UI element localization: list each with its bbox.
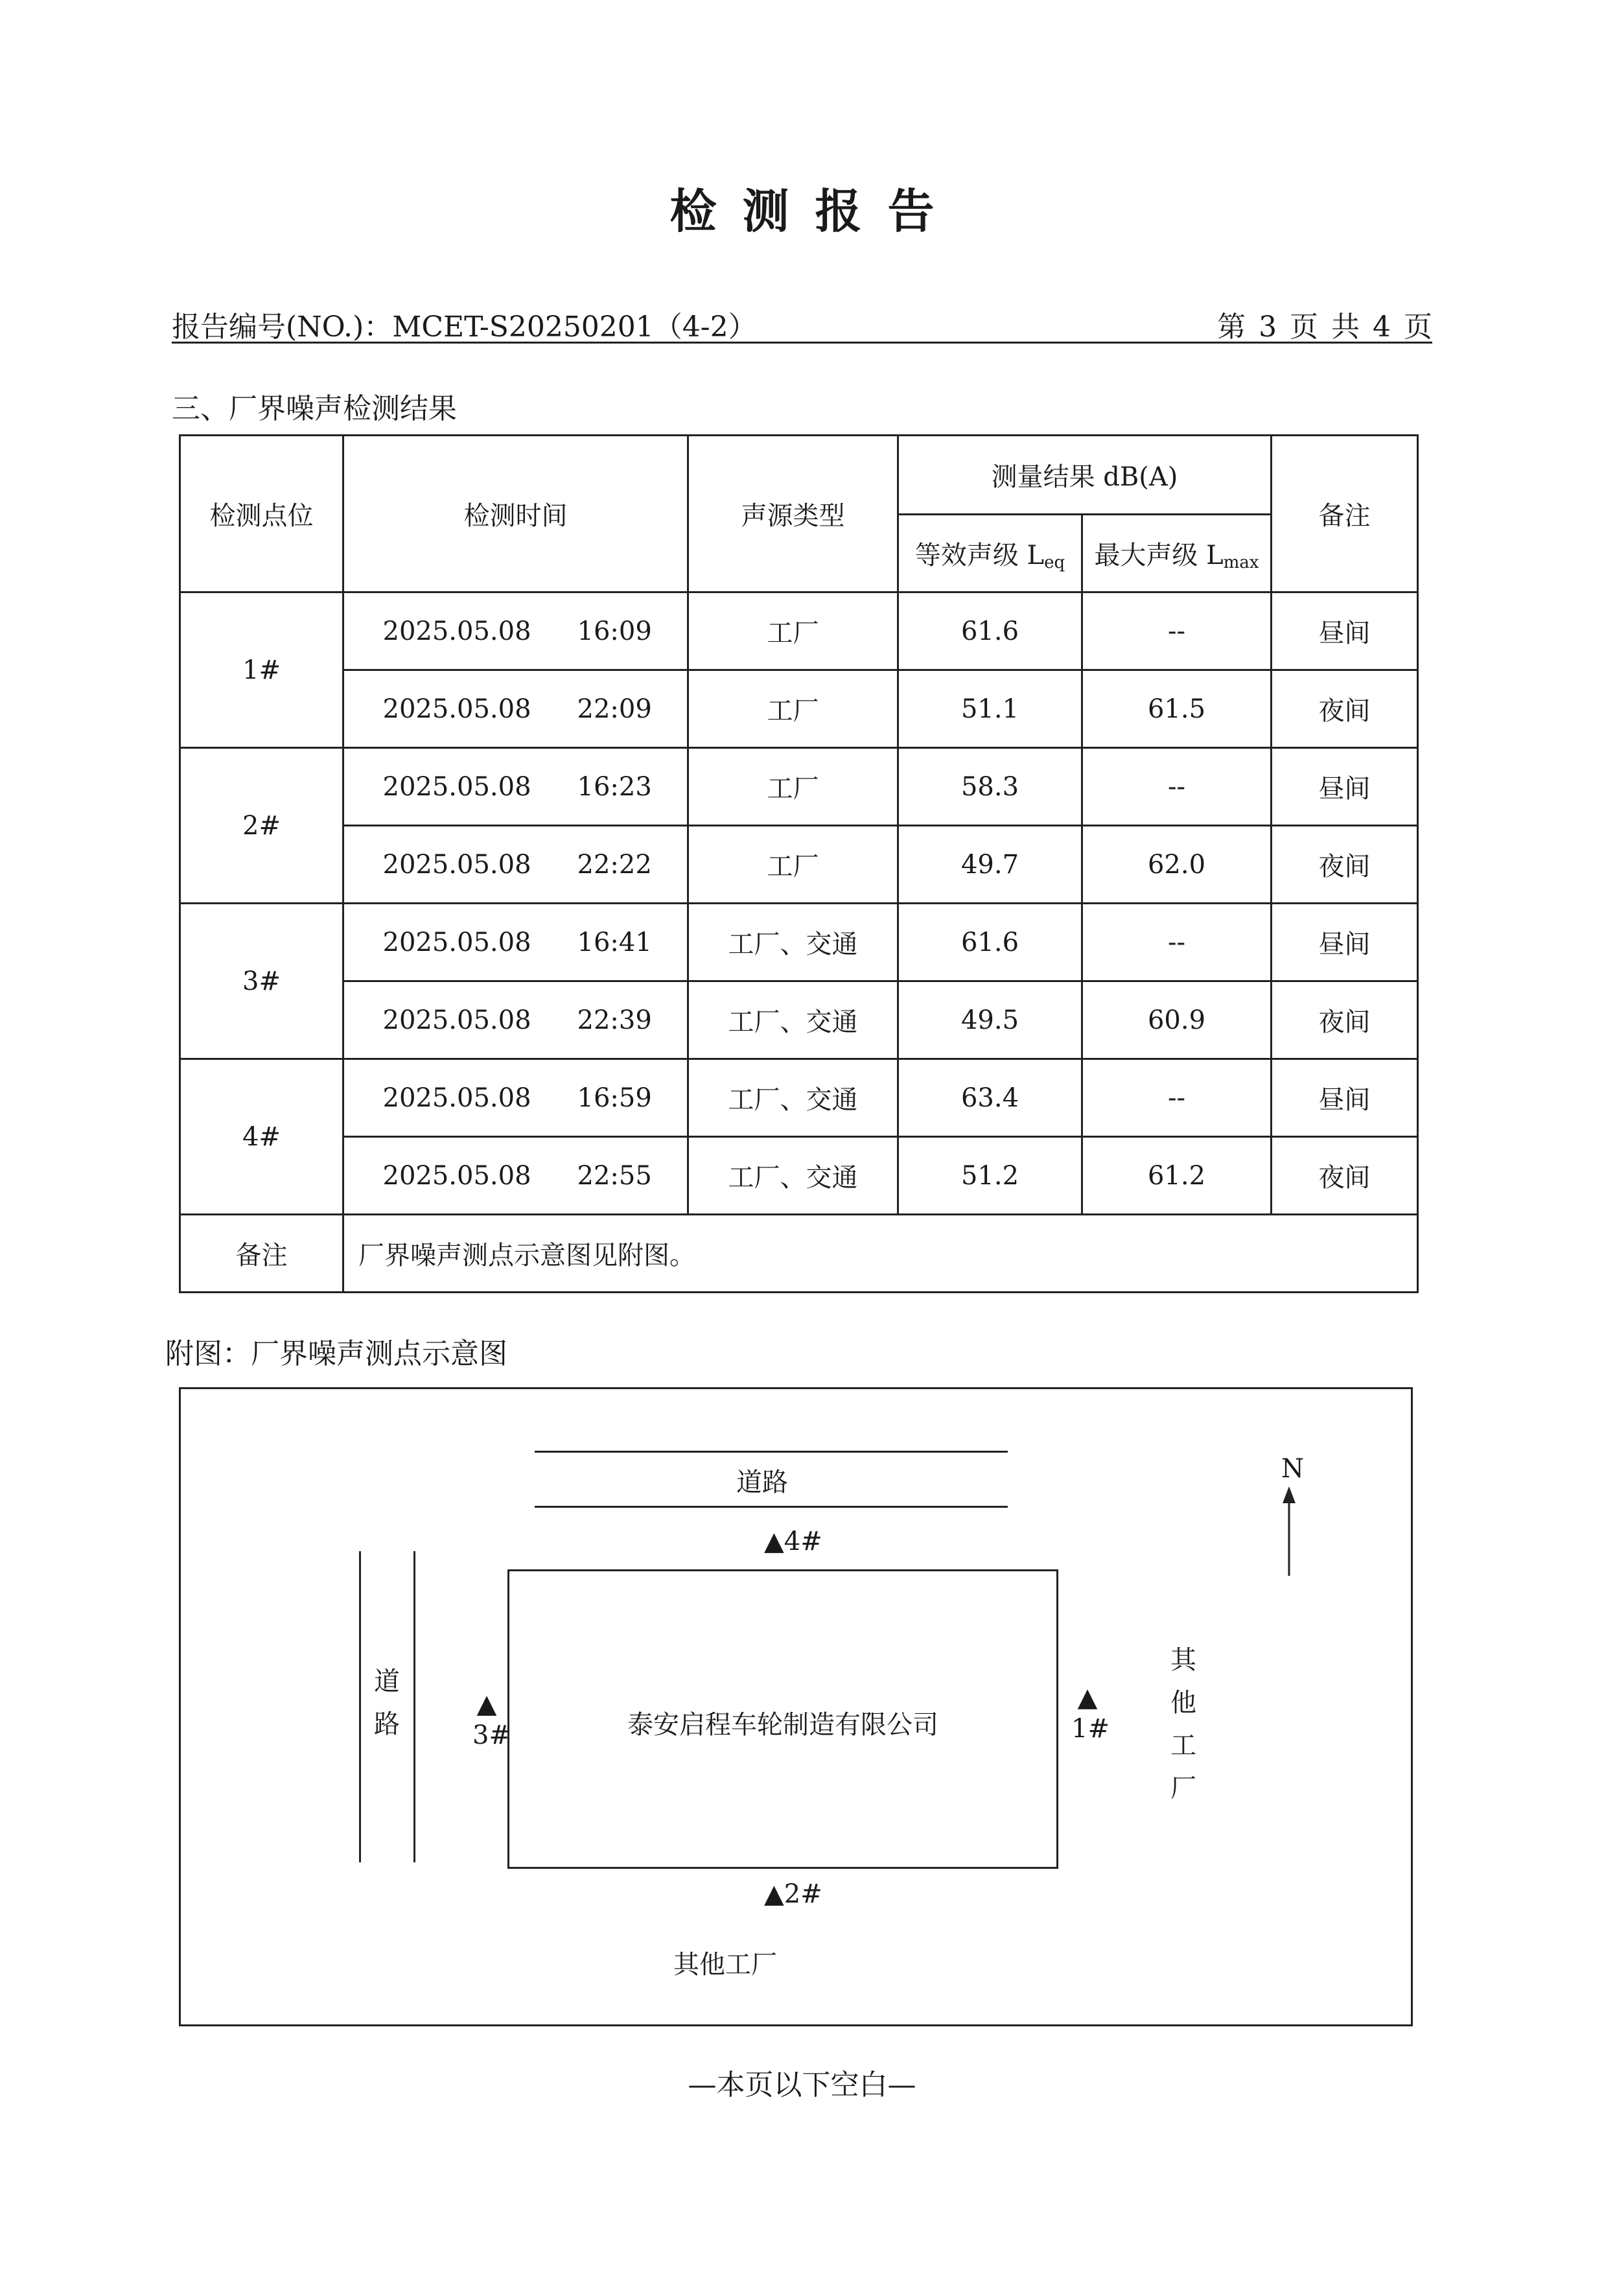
period-cell: 昼间 <box>1272 904 1418 981</box>
time-value: 16:09 <box>577 616 652 646</box>
source-cell: 工厂、交通 <box>688 1137 898 1215</box>
header-lmax-sub: max <box>1223 552 1259 572</box>
point-1-marker <box>1071 1682 1110 1744</box>
road-top-label: 道路 <box>736 1468 788 1497</box>
note-label: 备注 <box>180 1215 343 1293</box>
period-cell: 夜间 <box>1272 981 1418 1059</box>
lmax-cell: -- <box>1082 748 1272 826</box>
leq-cell: 58.3 <box>898 748 1082 826</box>
page-footer: —本页以下空白— <box>688 2068 916 2102</box>
time-value: 22:39 <box>577 1005 652 1035</box>
source-cell: 工厂、交通 <box>688 1059 898 1137</box>
point-cell: 2# <box>180 748 343 904</box>
page-number: 第 3 页 共 4 页 <box>1217 310 1432 344</box>
date-value: 2025.05.08 <box>382 1083 531 1113</box>
header-source: 声源类型 <box>688 436 898 592</box>
header-lmax-main: 最大声级 L <box>1094 540 1224 570</box>
period-cell: 夜间 <box>1272 1137 1418 1215</box>
lmax-cell: -- <box>1082 592 1272 670</box>
leq-cell: 61.6 <box>898 592 1082 670</box>
page-title: 检测报告 <box>669 183 960 239</box>
report-number: 报告编号(NO.)：MCET-S20250201（4-2） <box>172 310 757 344</box>
header-lmax <box>1082 515 1272 592</box>
table-row <box>180 748 1418 826</box>
lmax-cell: -- <box>1082 1059 1272 1137</box>
table-row <box>180 1059 1418 1137</box>
road-left-char-2: 路 <box>374 1709 400 1739</box>
date-value: 2025.05.08 <box>382 771 531 802</box>
source-cell: 工厂 <box>688 670 898 748</box>
source-cell: 工厂、交通 <box>688 981 898 1059</box>
road-left-line-2 <box>413 1551 415 1862</box>
header-note: 备注 <box>1272 436 1418 592</box>
point-cell: 4# <box>180 1059 343 1215</box>
header-time: 检测时间 <box>343 436 688 592</box>
other-right-char-2: 他 <box>1170 1688 1196 1718</box>
road-top-line-1 <box>535 1451 1008 1453</box>
road-top-line-2 <box>535 1506 1008 1508</box>
note-text: 厂界噪声测点示意图见附图。 <box>343 1215 1418 1293</box>
source-cell: 工厂 <box>688 826 898 904</box>
period-cell: 夜间 <box>1272 826 1418 904</box>
time-cell <box>343 592 688 670</box>
date-value: 2025.05.08 <box>382 927 531 957</box>
period-cell: 昼间 <box>1272 748 1418 826</box>
lmax-cell: 61.5 <box>1082 670 1272 748</box>
point-4-marker: ▲4# <box>764 1527 822 1556</box>
north-arrow-icon <box>1276 1486 1302 1577</box>
table-row <box>180 904 1418 981</box>
date-value: 2025.05.08 <box>382 1160 531 1191</box>
date-value: 2025.05.08 <box>382 1005 531 1035</box>
date-value: 2025.05.08 <box>382 849 531 880</box>
header-point: 检测点位 <box>180 436 343 592</box>
time-cell <box>343 670 688 748</box>
leq-cell: 51.2 <box>898 1137 1082 1215</box>
lmax-cell: 61.2 <box>1082 1137 1272 1215</box>
period-cell: 昼间 <box>1272 592 1418 670</box>
company-name: 泰安启程车轮制造有限公司 <box>627 1710 938 1740</box>
date-value: 2025.05.08 <box>382 616 531 646</box>
period-cell: 夜间 <box>1272 670 1418 748</box>
header-result: 测量结果 dB(A) <box>898 436 1272 515</box>
leq-cell: 49.5 <box>898 981 1082 1059</box>
other-factory-right <box>1167 1639 1200 1810</box>
table-row <box>180 670 1418 748</box>
time-cell <box>343 1137 688 1215</box>
site-map <box>179 1387 1413 2026</box>
road-left-line-1 <box>359 1551 361 1862</box>
time-value: 22:09 <box>577 694 652 724</box>
other-right-char-4: 厂 <box>1170 1774 1196 1803</box>
period-cell: 昼间 <box>1272 1059 1418 1137</box>
lmax-cell: -- <box>1082 904 1272 981</box>
source-cell: 工厂、交通 <box>688 904 898 981</box>
road-left-label <box>371 1660 403 1746</box>
lmax-cell: 62.0 <box>1082 826 1272 904</box>
north-label: N <box>1281 1454 1304 1484</box>
header-divider <box>172 342 1432 344</box>
time-cell <box>343 748 688 826</box>
point-1-triangle: ▲ <box>1077 1683 1098 1713</box>
point-3-marker <box>472 1689 511 1751</box>
time-cell <box>343 826 688 904</box>
table-row <box>180 981 1418 1059</box>
header-leq-sub: eq <box>1044 552 1065 572</box>
time-value: 16:23 <box>577 771 652 802</box>
lmax-cell: 60.9 <box>1082 981 1272 1059</box>
time-cell <box>343 1059 688 1137</box>
table-row <box>180 592 1418 670</box>
time-value: 16:41 <box>577 927 652 957</box>
point-2-marker: ▲2# <box>764 1879 822 1909</box>
time-cell <box>343 904 688 981</box>
leq-cell: 63.4 <box>898 1059 1082 1137</box>
header-leq <box>898 515 1082 592</box>
point-3-triangle: ▲ <box>476 1689 497 1719</box>
time-value: 16:59 <box>577 1083 652 1113</box>
time-value: 22:55 <box>577 1160 652 1191</box>
source-cell: 工厂 <box>688 748 898 826</box>
source-cell: 工厂 <box>688 592 898 670</box>
table-row <box>180 1137 1418 1215</box>
date-value: 2025.05.08 <box>382 694 531 724</box>
time-cell <box>343 981 688 1059</box>
leq-cell: 51.1 <box>898 670 1082 748</box>
point-3-label: 3# <box>472 1720 511 1750</box>
section-title: 三、厂界噪声检测结果 <box>172 392 457 425</box>
noise-results-table <box>179 434 1419 1293</box>
other-right-char-3: 工 <box>1170 1731 1196 1761</box>
table-row <box>180 826 1418 904</box>
figure-caption: 附图：厂界噪声测点示意图 <box>165 1337 507 1370</box>
point-1-label: 1# <box>1071 1714 1110 1744</box>
leq-cell: 49.7 <box>898 826 1082 904</box>
note-row <box>180 1215 1418 1293</box>
other-factory-bottom: 其他工厂 <box>673 1950 777 1980</box>
header-leq-main: 等效声级 L <box>914 540 1045 570</box>
point-cell: 1# <box>180 592 343 748</box>
leq-cell: 61.6 <box>898 904 1082 981</box>
point-cell: 3# <box>180 904 343 1059</box>
road-left-char-1: 道 <box>374 1667 400 1696</box>
other-right-char-1: 其 <box>1170 1645 1196 1675</box>
time-value: 22:22 <box>577 849 652 880</box>
